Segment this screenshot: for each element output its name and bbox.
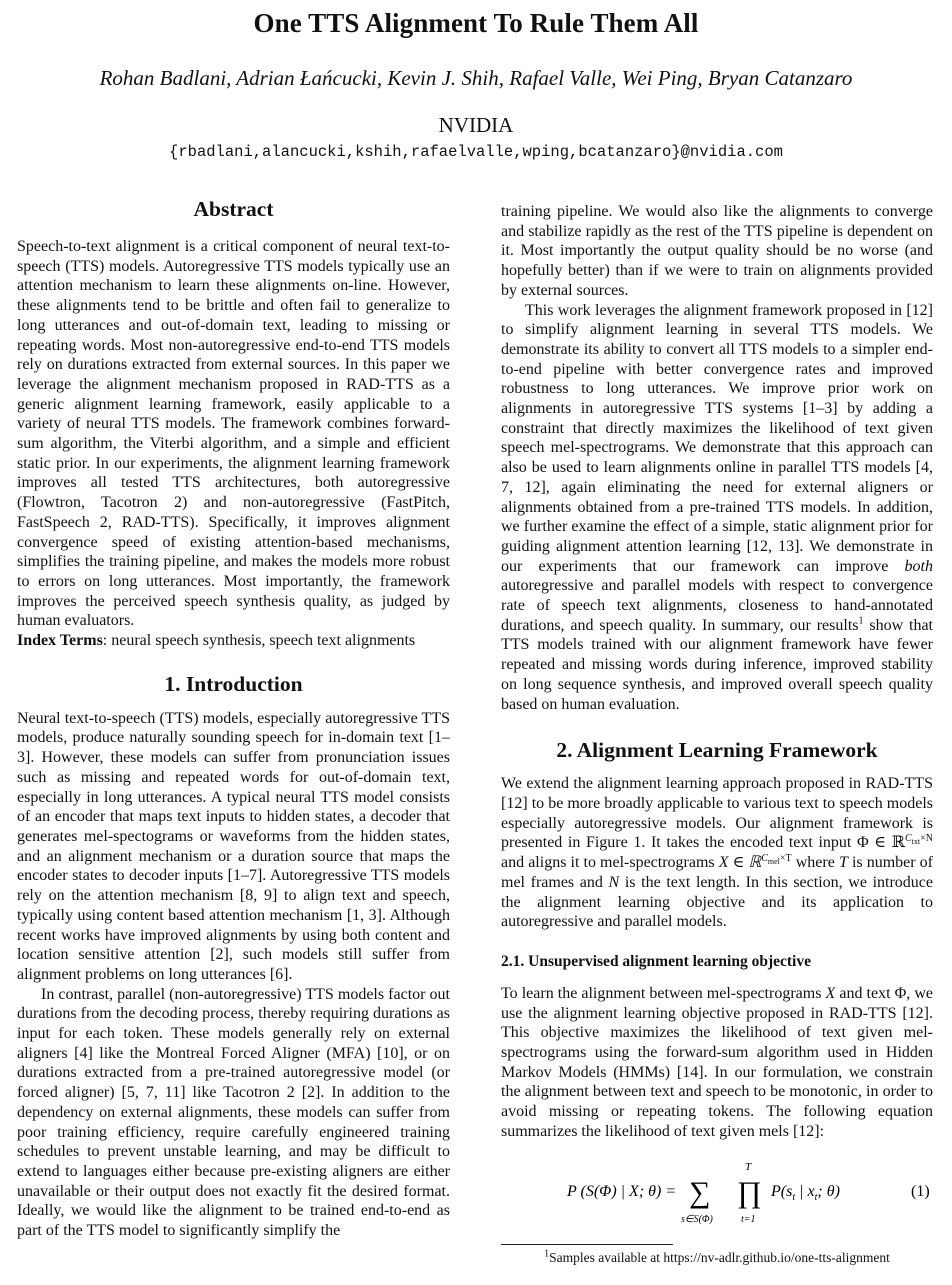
author-list: Rohan Badlani, Adrian Łańcucki, Kevin J. Shih, Rafael Valle, Wei Ping, Bryan Catanzaro (99, 66, 853, 90)
equation-1-graphic (501, 1156, 933, 1228)
eq-rhs-mid: | x (795, 1182, 815, 1200)
intro-paragraph-2: In contrast, parallel (non-autoregressive) TTS models factor out durations from the decoding process, thereby requiring durations as input for each token. These models generally rely on external aligners [4] like the Montreal Forced Aligner (MFA) [10], or on durations extracted from a pre-trained autoregressive model (or forced aligner) [5, 7, 11] like Tacotron 2 [2]. In addition to the dependency on external alignments, these models can suffer from poor training efficiency, require carefully engineered training schedules to prevent unstable learning, and may be difficult to extend to languages either because pre-existing aligners are either unavailable or their output does not exactly fit the desired format. Ideally, we would like the alignment to be trained end-to-end as part of the TTS model to significantly simplify the (17, 985, 450, 1240)
eq-rhs (770, 1183, 840, 1203)
eq-rhs-sub-t: t (792, 1191, 796, 1203)
intro-p3-emphasis: both (904, 557, 933, 575)
math-phi-sup-txt: txt (911, 837, 921, 847)
eq-rhs-p: P(s (771, 1182, 793, 1200)
affiliation: NVIDIA (438, 113, 514, 137)
abstract-text: Speech-to-text alignment is a critical component of neural text-to-speech (TTS) models. Autoregressive TTS models typically use an attention mechanism to learn these alignments on-line. However, these alignments tend to be brittle and often fail to generalize to long utterances and out-of-domain text, leading to missing or repeating words. Most non-autoregressive end-to-end TTS models rely on durations extracted from external sources. In this paper we leverage the alignment mechanism proposed in RAD-TTS as a generic alignment learning framework, easily applicable to a variety of neural TTS models. The framework combines forward-sum algorithm, the Viterbi algorithm, and a simple and efficient static prior. In our experiments, the alignment learning framework improves all tested TTS architectures, both autoregressive (Flowtron, Tacotron 2) and non-autoregressive (FastPitch, FastSpeech 2, RAD-TTS). Specifically, it improves alignment convergence speed of existing attention-based mechanisms, simplifies the training pipeline, and makes the models more robust to errors on long utterances. Most importantly, the framework improves the perceived speech synthesis quality, as judged by human evaluators. (17, 238, 450, 630)
eq-sum-symbol: ∑ (689, 1175, 711, 1209)
s2-text-a: We extend the alignment learning approach proposed in RAD-TTS [12] to be more broadly applicable to various text to speech models especially autoregressive models. Our alignment framework is presented in Figure 1. It takes the encoded text input (501, 775, 933, 852)
paper-title: One TTS Alignment To Rule Them All (253, 8, 699, 38)
math-x: X (825, 984, 836, 1002)
intro-paragraph-1: Neural text-to-speech (TTS) models, especially autoregressive TTS models, produce naturally sounding speech for in-domain text [1–3]. However, these models can suffer from pronunciation issues such as missing and repeated words for out-of-domain text, especially in long utterances. A typical neural TTS model consists of an encoder that maps text inputs to hidden states, a decoder that generates mel-spectograms or waveforms from the hidden states, and an alignment mechanism or a duration source that maps the encoder states to decoder inputs [1–7]. Autoregressive TTS models rely on the attention mechanism [8, 9] to align text and speech, typically using content based attention mechanism [1, 3]. Although recent works have improved alignments by using both content and location sensitive attention [2], such models still suffer from alignment problems on long utterances [6]. (17, 709, 450, 983)
footnote-rule (501, 1244, 673, 1245)
math-x-in-r: X ∈ ℝ (718, 854, 762, 872)
footnote (501, 1250, 933, 1266)
eq-prod-superscript: T (745, 1160, 752, 1173)
intro-p3-part-b: autoregressive and parallel models with respect to convergence rate of speech text alignments, closeness to hand-annotated durations, and speech quality. In summary, our results (501, 577, 933, 634)
footnote-text: Samples available at https://nv-adlr.github.io/one-tts-alignment (549, 1250, 890, 1265)
eq-number: (1) (911, 1182, 930, 1200)
intro-paragraph-2-continued: training pipeline. We would also like the alignments to converge and stabilize rapidly as the rest of the TTS pipeline is dependent on it. Most importantly the output quality should be no worse (and hopefully better) than if we were to train on alignments provided by external sources. (501, 203, 933, 299)
abstract-heading: Abstract (193, 197, 274, 221)
section-2-1-heading: 2.1. Unsupervised alignment learning objective (501, 952, 811, 970)
index-terms (17, 631, 450, 651)
math-x-sup-t: ×T (779, 852, 792, 864)
math-x-sup-mel: mel (767, 856, 780, 866)
index-terms-text: : neural speech synthesis, speech text alignments (102, 632, 416, 650)
left-column (17, 197, 450, 1241)
math-t: T (838, 854, 848, 872)
s2-text-e: is the text length. In this section, we introduce the alignment learning objective and its application to autoregressive and parallel models. (501, 873, 934, 931)
s2-text-b: and aligns it to mel-spectrograms (501, 854, 719, 872)
index-terms-label: Index Terms (17, 632, 103, 650)
introduction-heading: 1. Introduction (164, 671, 303, 696)
eq-prod-subscript: t=1 (741, 1213, 756, 1225)
author-emails: {rbadlani,alancucki,kshih,rafaelvalle,wping,bcatanzaro}@nvidia.com (169, 143, 783, 161)
math-phi-sup-c: C (905, 833, 912, 845)
intro-paragraph-3 (501, 301, 933, 715)
math-x-sup-c: C (761, 852, 768, 864)
right-column (501, 202, 933, 1228)
section-2-paragraph (501, 774, 933, 932)
math-phi-space (857, 834, 933, 851)
eq-prod-symbol: ∏ (737, 1175, 762, 1209)
math-x-space (719, 854, 792, 871)
eq-lhs: P (S(Φ) | X; θ) = (567, 1182, 677, 1200)
footnote-marker: 1 (858, 615, 864, 627)
math-phi-in-r: Φ ∈ ℝ (856, 834, 905, 852)
s21-text-a: To learn the alignment between mel-spectrograms (501, 984, 826, 1002)
intro-p3-part-c: show that TTS models trained with our alignment framework have fewer repeated and missing words during inference, improved stability on long sequence synthesis, and improved overall speech quality based on human evaluation. (501, 616, 934, 713)
equation-1 (501, 1156, 933, 1228)
section-2-heading: 2. Alignment Learning Framework (556, 738, 878, 763)
s21-text-b: and text Φ, we use the alignment learning objective proposed in RAD-TTS [12]. This objective maximizes the likelihood of text given mel-spectrograms using the forward-sum algorithm used in Hidden Markov Models (HMMs) [14]. In our formulation, we constrain the alignment between text and speech to be monotonic, in order to avoid missing or repeating tokens. The following equation summarizes the likelihood of text given mels [12]: (501, 984, 933, 1140)
section-2-1-paragraph (501, 984, 933, 1142)
eq-sum-subscript: s∈S(Φ) (681, 1213, 713, 1225)
footnote-mark: 1 (544, 1248, 550, 1260)
math-phi-sup-n: ×N (920, 833, 933, 845)
eq-rhs-sub-t2: t (814, 1191, 818, 1203)
eq-rhs-end: ; θ) (817, 1182, 840, 1200)
s2-text-c: where (791, 854, 839, 872)
intro-p3-part-a: This work leverages the alignment framework proposed in [12] to simplify alignment learning in several TTS models. We demonstrate its ability to convert all TTS models to a simpler end-to-end pipeline with better convergence rates and improved robustness to long utterances. We improve prior work on alignments in autoregressive TTS systems [1–3] by adding a constraint that directly maximizes the likelihood of text given speech mel-spectrograms. We demonstrate that this approach can also be used to learn alignments online in parallel TTS models [4, 7, 12], again eliminating the need for external aligners or alignments obtained from a pre-trained TTS models. In addition, we further examine the effect of a simple, static alignment prior for guiding alignment attention learning [12, 13]. We demonstrate in our experiments that our framework can improve (501, 301, 933, 575)
math-n: N (608, 873, 620, 891)
s2-text-d: is number of mel frames and (501, 854, 933, 891)
